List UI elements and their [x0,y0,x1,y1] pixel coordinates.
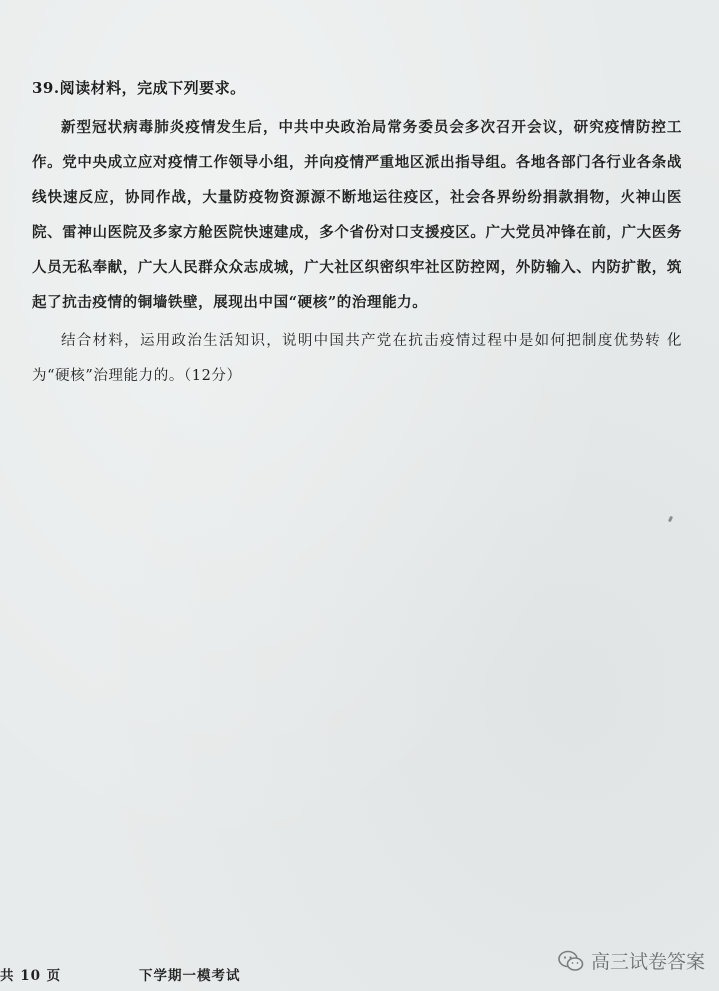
material-paragraph: 新型冠状病毒肺炎疫情发生后，中共中央政治局常务委员会多次召开会议，研究疫情防控工作。党中央成立应对疫情工作领导小组，并向疫情严重地区派出指导组。各地各部门各行业各条战线快速反应，协同作战，大量防疫物资源源不断地运往疫区，社会各界纷纷捐款捐物，火神山医院、雷神山医院及多家方舱医院快速建成，多个省份对口支援疫区。广大党员冲锋在前，广大医务人员无私奉献，广大人民群众众志成城，广大社区织密织牢社区防控网，外防输入、内防扩散，筑起了抗击疫情的铜墙铁壁，展现出中国“硬核”的治理能力。 [32,119,682,311]
exam-name-label: 下学期一模考试 [139,968,241,984]
scan-speck [668,516,673,523]
wechat-official-account-icon [557,949,585,973]
question-title: 39.阅读材料，完成下列要求。 [32,79,246,97]
task-paragraph: 结合材料，运用政治生活知识，说明中国共产党在抗击疫情过程中是如何把制度优势转 化为“硬核”治理能力的。（12分） [32,333,682,384]
question-block [32,76,682,394]
watermark [557,947,705,974]
page-count-label: 共 10 页 [0,968,62,984]
watermark-text: 高三试卷答案 [590,951,705,973]
